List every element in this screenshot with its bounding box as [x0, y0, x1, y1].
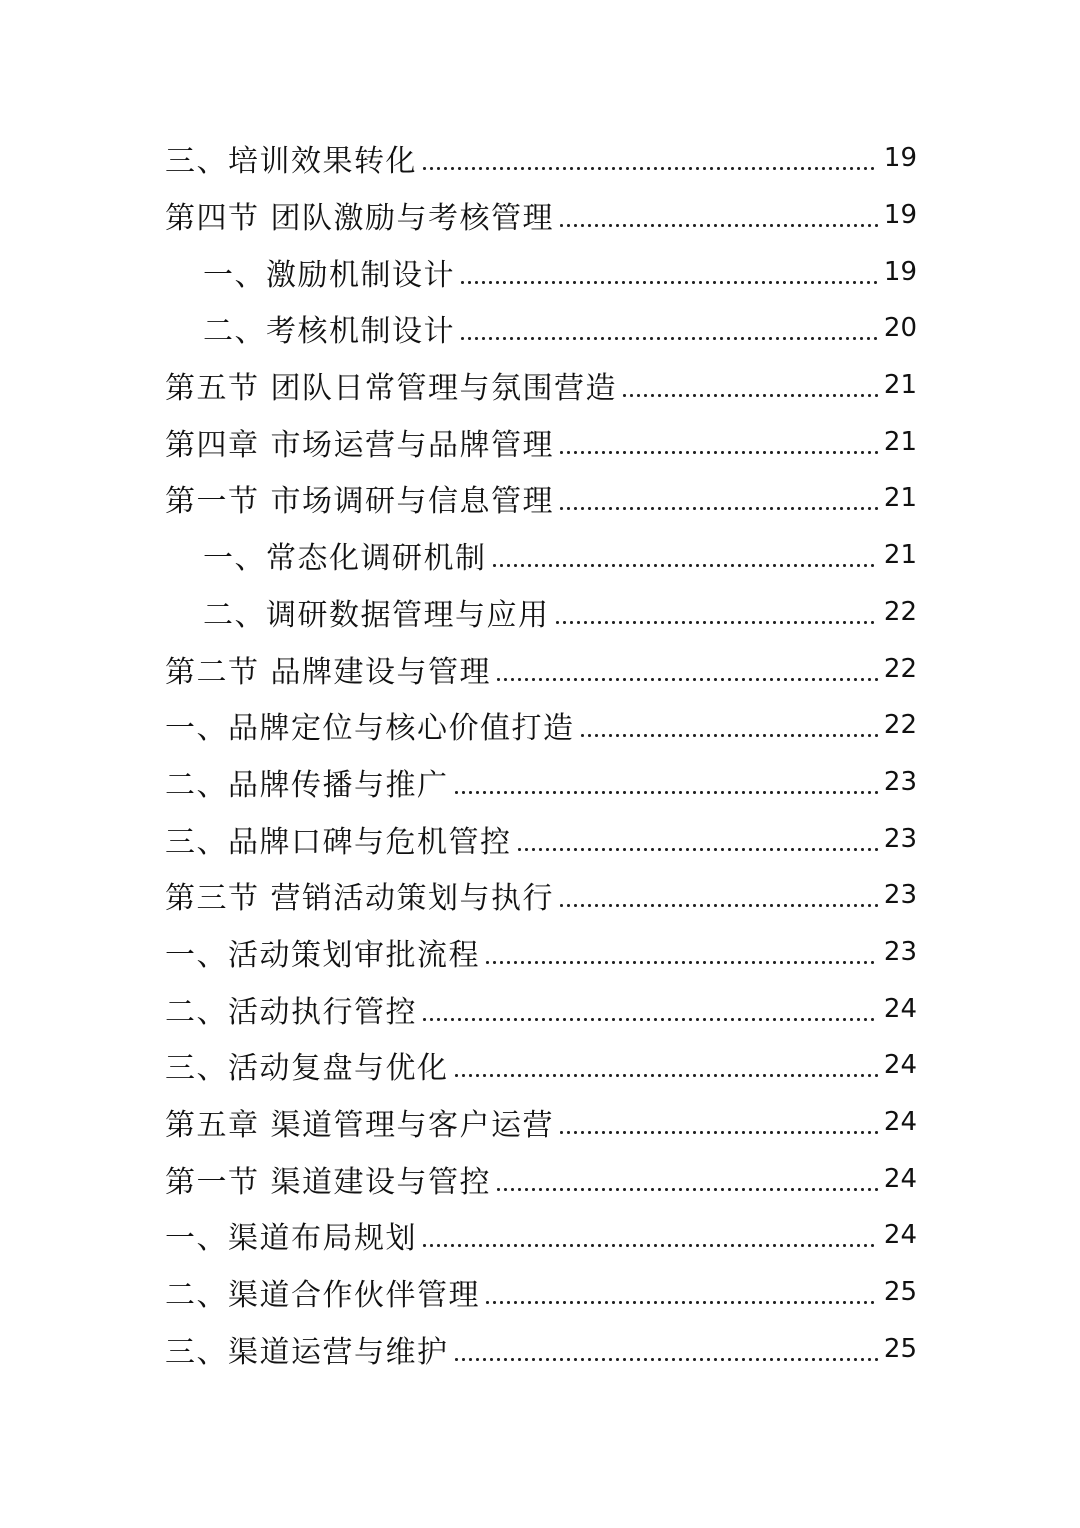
toc-entry-title: 二、调研数据管理与应用	[203, 597, 550, 633]
toc-entry-page: 22	[883, 596, 917, 627]
toc-entry-page: 23	[883, 823, 917, 854]
toc-entry-title: 第四节 团队激励与考核管理	[165, 201, 555, 237]
dot-leader	[453, 767, 878, 797]
toc-entry[interactable]	[165, 243, 917, 300]
toc-entry-page: 22	[883, 710, 917, 741]
toc-entry-page: 24	[883, 1107, 917, 1138]
toc-entry-title: 第三节 营销活动策划与执行	[165, 881, 555, 917]
toc-entry-title: 三、活动复盘与优化	[165, 1051, 449, 1087]
toc-entry-page: 22	[883, 653, 917, 684]
toc-entry[interactable]	[165, 1037, 917, 1094]
dot-leader	[484, 937, 878, 967]
toc-entry[interactable]	[165, 470, 917, 527]
toc-entry-page: 20	[883, 313, 917, 344]
toc-entry-title: 第二节 品牌建设与管理	[165, 654, 492, 690]
toc-entry[interactable]	[165, 584, 917, 641]
toc-entry-page: 25	[883, 1277, 917, 1308]
dot-leader	[579, 710, 878, 740]
toc-entry[interactable]	[165, 1264, 917, 1321]
toc-entry-title: 一、品牌定位与核心价值打造	[165, 711, 575, 747]
toc-entry-title: 第四章 市场运营与品牌管理	[165, 427, 555, 463]
dot-leader	[558, 200, 878, 230]
toc-entry-page: 21	[883, 426, 917, 457]
toc-entry-title: 第五节 团队日常管理与氛围营造	[165, 371, 618, 407]
dot-leader	[558, 1107, 878, 1137]
toc-entry[interactable]	[165, 980, 917, 1037]
toc-entry[interactable]	[165, 1207, 917, 1264]
toc-entry-title: 一、渠道布局规划	[165, 1221, 417, 1257]
toc-entry[interactable]	[165, 300, 917, 357]
toc-entry-title: 二、品牌传播与推广	[165, 767, 449, 803]
dot-leader	[453, 1334, 878, 1364]
dot-leader	[453, 1050, 878, 1080]
toc-entry[interactable]	[165, 187, 917, 244]
dot-leader	[421, 994, 878, 1024]
dot-leader	[558, 483, 878, 513]
dot-leader	[516, 824, 878, 854]
toc-entry-page: 24	[883, 1050, 917, 1081]
dot-leader	[558, 427, 878, 457]
toc-entry[interactable]	[165, 810, 917, 867]
toc-entry-title: 二、渠道合作伙伴管理	[165, 1278, 480, 1314]
toc-entry-title: 一、激励机制设计	[203, 257, 455, 293]
toc-entry-page: 19	[883, 256, 917, 287]
toc-entry-page: 25	[883, 1333, 917, 1364]
toc-entry-page: 23	[883, 880, 917, 911]
dot-leader	[421, 1220, 878, 1250]
toc-entry-page: 24	[883, 993, 917, 1024]
toc-entry[interactable]	[165, 697, 917, 754]
dot-leader	[558, 880, 878, 910]
toc-entry-page: 19	[883, 200, 917, 231]
toc-entry-page: 19	[883, 143, 917, 174]
toc-entry[interactable]	[165, 357, 917, 414]
table-of-contents	[165, 130, 917, 1377]
toc-entry[interactable]	[165, 867, 917, 924]
toc-entry[interactable]	[165, 130, 917, 187]
toc-entry-title: 三、培训效果转化	[165, 144, 417, 180]
toc-entry-page: 21	[883, 540, 917, 571]
toc-entry-title: 二、考核机制设计	[203, 314, 455, 350]
toc-entry-title: 一、常态化调研机制	[203, 541, 487, 577]
toc-entry-title: 第一节 渠道建设与管控	[165, 1164, 492, 1200]
toc-entry[interactable]	[165, 924, 917, 981]
toc-entry-title: 第一节 市场调研与信息管理	[165, 484, 555, 520]
dot-leader	[621, 370, 878, 400]
toc-entry-title: 二、活动执行管控	[165, 994, 417, 1030]
toc-entry[interactable]	[165, 413, 917, 470]
dot-leader	[459, 257, 878, 287]
dot-leader	[495, 1164, 878, 1194]
toc-entry-page: 23	[883, 766, 917, 797]
toc-entry-title: 第五章 渠道管理与客户运营	[165, 1108, 555, 1144]
dot-leader	[484, 1277, 878, 1307]
toc-entry[interactable]	[165, 527, 917, 584]
toc-entry[interactable]	[165, 640, 917, 697]
toc-entry[interactable]	[165, 1150, 917, 1207]
toc-entry-page: 21	[883, 370, 917, 401]
toc-entry[interactable]	[165, 754, 917, 811]
toc-entry-page: 21	[883, 483, 917, 514]
toc-entry-title: 三、品牌口碑与危机管控	[165, 824, 512, 860]
toc-entry-title: 一、活动策划审批流程	[165, 937, 480, 973]
dot-leader	[421, 143, 878, 173]
dot-leader	[459, 313, 878, 343]
dot-leader	[491, 540, 878, 570]
toc-entry[interactable]	[165, 1094, 917, 1151]
dot-leader	[495, 654, 878, 684]
toc-entry-title: 三、渠道运营与维护	[165, 1334, 449, 1370]
toc-entry-page: 24	[883, 1163, 917, 1194]
toc-entry-page: 23	[883, 936, 917, 967]
toc-entry-page: 24	[883, 1220, 917, 1251]
dot-leader	[554, 597, 878, 627]
toc-entry[interactable]	[165, 1320, 917, 1377]
